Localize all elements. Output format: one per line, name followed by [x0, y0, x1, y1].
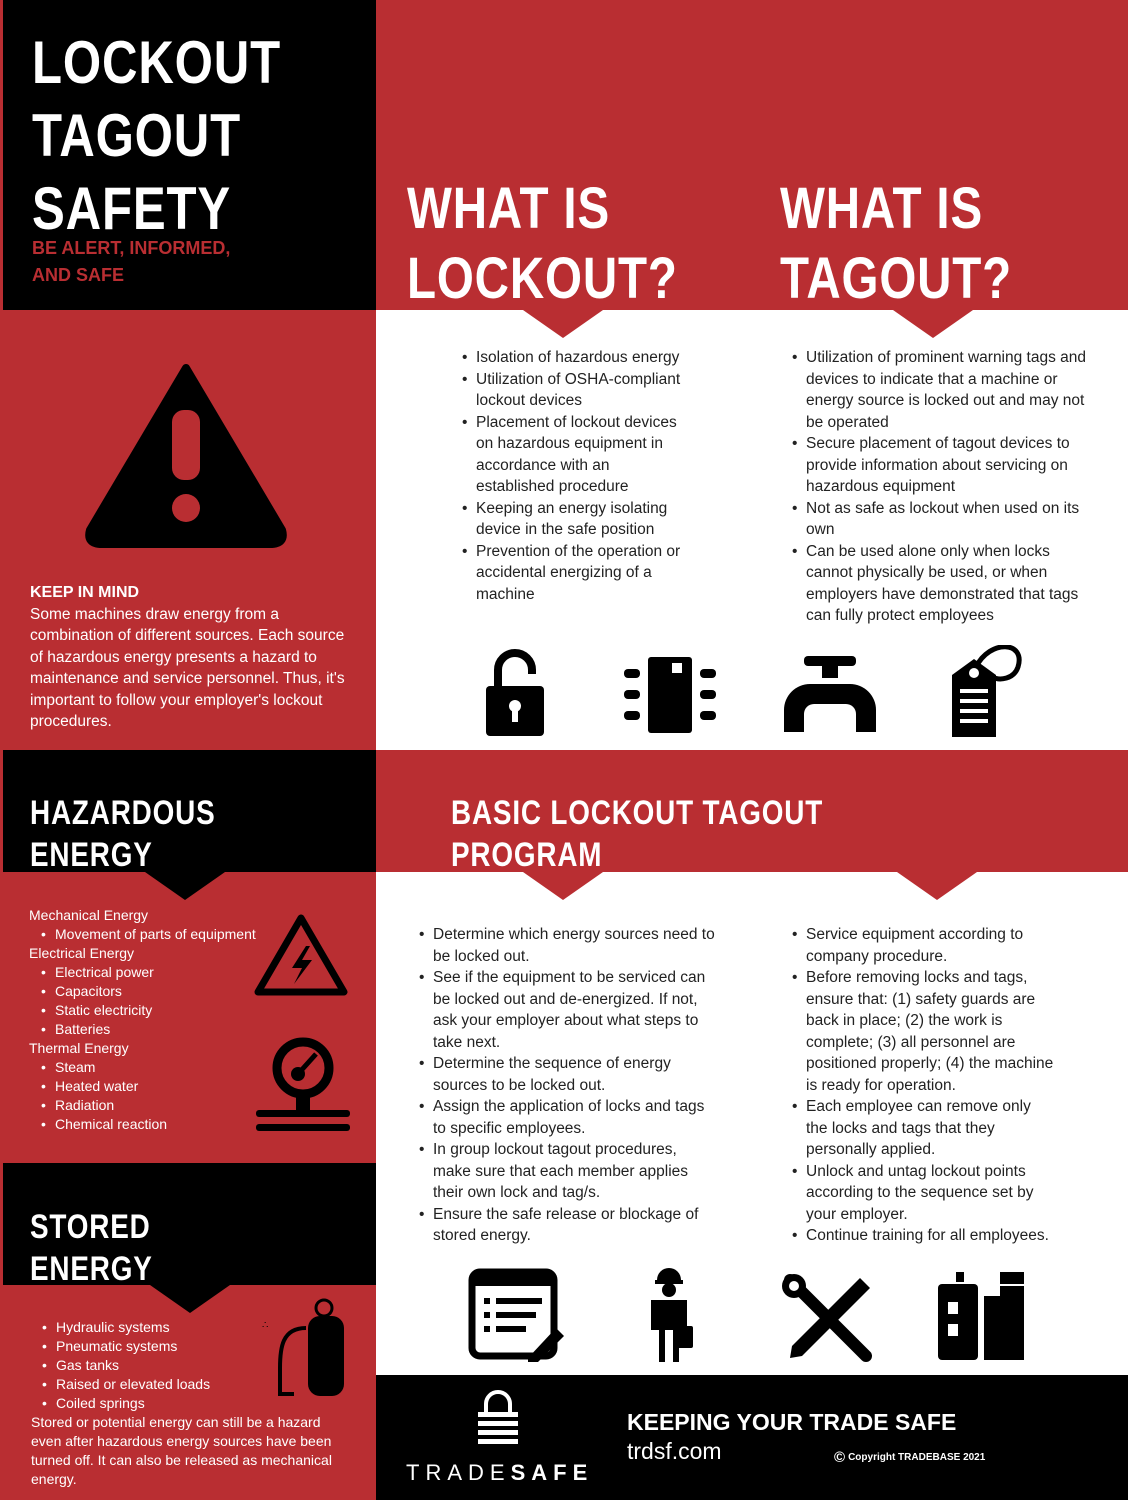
lockout-heading [407, 174, 678, 314]
list-item: • Determine the sequence of energy sources to be locked out. [419, 1053, 719, 1096]
tagline [32, 235, 230, 289]
copyright [834, 1449, 985, 1466]
energy-group: Mechanical Energy [29, 907, 149, 923]
svg-text:∴: ∴ [262, 1320, 269, 1331]
hazardous-list [29, 906, 256, 1134]
program-list-2 [792, 924, 1054, 1247]
list-item: • Continue training for all employees. [792, 1225, 1054, 1247]
title-line: TAGOUT [32, 102, 241, 169]
list-item: • Pneumatic systems [42, 1337, 210, 1356]
title-line: SAFETY [32, 175, 232, 242]
list-item: • In group lockout tagout procedures, make sure that each member applies their own lock and tag/s. [419, 1139, 719, 1204]
keep-in-mind [30, 582, 350, 733]
pointer [523, 310, 603, 338]
heading-line: ENERGY [30, 1250, 153, 1288]
title-line: LOCKOUT [32, 29, 281, 96]
heading-line: STORED [30, 1208, 151, 1246]
list-item: • Not as safe as lockout when used on its own [792, 498, 1092, 541]
list-item: • See if the equipment to be serviced can be locked out and de-energized. If not, ask your employer about what steps to take next. [419, 967, 719, 1053]
pointer [523, 872, 603, 900]
list-item: • Coiled springs [42, 1394, 210, 1413]
stored-heading [30, 1206, 153, 1290]
padlock-open-icon [484, 648, 546, 738]
tagline-line: BE ALERT, INFORMED, [32, 238, 231, 258]
list-item: • Prevention of the operation or accidental energizing of a machine [462, 541, 687, 606]
stored-note: Stored or potential energy can still be a hazard even after hazardous energy sources have been turned off. It can also be released as mechanical energy. [31, 1414, 332, 1487]
brand-light: TRADE [406, 1460, 511, 1485]
list-item: • Utilization of prominent warning tags and devices to indicate that a machine or energy source is locked out and may not be operated [792, 347, 1092, 433]
list-item: • Static electricity [41, 1001, 256, 1020]
footer-url[interactable]: trdsf.com [627, 1438, 722, 1464]
pointer [145, 872, 225, 900]
heading-line: LOCKOUT? [407, 246, 678, 311]
heading-line: TAGOUT? [780, 246, 1013, 311]
pointer [897, 872, 977, 900]
tradesafe-logo [406, 1460, 593, 1486]
heading-line: BASIC LOCKOUT TAGOUT [451, 794, 824, 832]
heading-line: WHAT IS [407, 176, 611, 241]
lockout-list [462, 347, 687, 605]
keep-in-mind-text: Some machines draw energy from a combination of different sources. Each source of hazardous energy presents a hazard to maintenance and service personnel. Thus, it's important to follow your employer's lockout procedures. [30, 605, 345, 730]
list-item: • Hydraulic systems [42, 1318, 210, 1337]
hazardous-heading [30, 792, 215, 876]
tradesafe-lock-logo-icon [474, 1390, 522, 1446]
circuit-breaker-icon [622, 655, 718, 735]
list-item: • Electrical power [41, 963, 256, 982]
tagout-heading [780, 174, 1012, 314]
list-item: • Raised or elevated loads [42, 1375, 210, 1394]
energy-group: Thermal Energy [29, 1040, 129, 1056]
tanks-icon [936, 1270, 1032, 1362]
heading-line: WHAT IS [780, 176, 984, 241]
list-item: • Placement of lockout devices on hazardous equipment in accordance with an established procedure [462, 412, 687, 498]
list-item: • Heated water [41, 1077, 256, 1096]
keep-in-mind-title: KEEP IN MIND [30, 584, 140, 601]
list-item: • Ensure the safe release or blockage of stored energy. [419, 1204, 719, 1247]
list-item: • Unlock and untag lockout points according to the sequence set by your employer. [792, 1161, 1054, 1226]
worker-icon [645, 1268, 695, 1364]
list-item: • Can be used alone only when locks cannot physically be used, or when employers have demonstrated that tags can fully protect employees [792, 541, 1092, 627]
left-border [0, 0, 3, 1500]
heading-line: HAZARDOUS [30, 794, 216, 832]
list-item: • Each employee can remove only the locks and tags that they personally applied. [792, 1096, 1054, 1161]
gas-cylinder-icon [262, 1298, 346, 1398]
list-item: • Before removing locks and tags, ensure that: (1) safety guards are back in place; (2) the work is complete; (3) all personnel are positioned properly; (4) the machine is ready for operation. [792, 967, 1054, 1096]
list-item: • Assign the application of locks and tags to specific employees. [419, 1096, 719, 1139]
list-item: • Service equipment according to company procedure. [792, 924, 1054, 967]
heading-line: ENERGY [30, 836, 153, 874]
footer-slogan: KEEPING YOUR TRADE SAFE [627, 1409, 957, 1435]
pointer [150, 1285, 230, 1313]
stored-list [30, 1318, 210, 1413]
checklist-edit-icon [468, 1268, 564, 1362]
valve-faucet-icon [782, 654, 878, 732]
warning-triangle-icon [82, 360, 290, 548]
tools-icon [780, 1272, 876, 1364]
list-item: • Gas tanks [42, 1356, 210, 1375]
copyright-text: Copyright TRADEBASE 2021 [848, 1452, 986, 1463]
energy-group: Electrical Energy [29, 945, 135, 961]
list-item: • Capacitors [41, 982, 256, 1001]
pressure-gauge-icon [254, 1036, 352, 1134]
list-item: • Radiation [41, 1096, 256, 1115]
tagline-line: AND SAFE [32, 265, 125, 285]
program-list-1 [419, 924, 719, 1247]
heading-line: PROGRAM [451, 836, 603, 874]
list-item: • Isolation of hazardous energy [462, 347, 687, 369]
tagout-list [792, 347, 1092, 627]
brand-bold: SAFE [510, 1460, 594, 1485]
warning-tag-icon [948, 645, 1024, 741]
list-item: • Steam [41, 1058, 256, 1077]
list-item: • Secure placement of tagout devices to provide information about servicing on hazardous equipment [792, 433, 1092, 498]
list-item: • Determine which energy sources need to be locked out. [419, 924, 719, 967]
list-item: • Movement of parts of equipment [41, 925, 256, 944]
copyright-icon: © [834, 1449, 846, 1466]
list-item: • Keeping an energy isolating device in the safe position [462, 498, 687, 541]
list-item: • Utilization of OSHA-compliant lockout devices [462, 369, 687, 412]
program-heading [451, 792, 823, 876]
list-item: • Batteries [41, 1020, 256, 1039]
electric-hazard-icon [254, 912, 348, 998]
list-item: • Chemical reaction [41, 1115, 256, 1134]
pointer [893, 310, 973, 338]
page-title [32, 26, 281, 245]
